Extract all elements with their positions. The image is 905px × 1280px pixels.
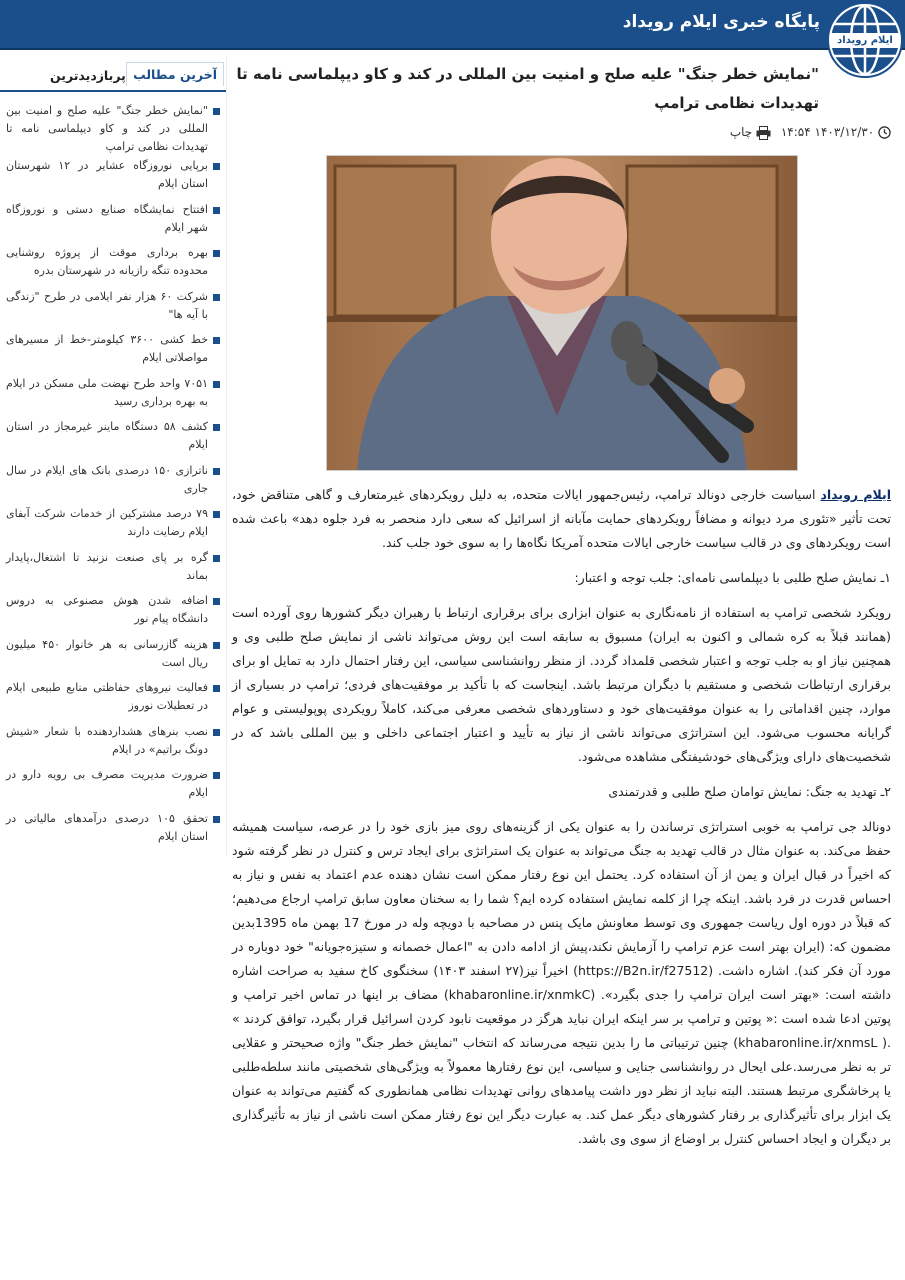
news-item[interactable]	[0, 505, 226, 549]
news-item-label[interactable]: شرکت ۶۰ هزار نفر ایلامی در طرح "زندگی با آیه ها"	[6, 289, 208, 321]
news-item-label[interactable]: ۷۰۵۱ واحد طرح نهضت ملی مسکن در ایلام به بهره برداری رسید	[6, 376, 208, 408]
article-headline: "نمایش خطر جنگ" علیه صلح و امنیت بین المللی در کند و کاو دیپلماسی نامه تا تهدیدات نظامی ترامپ	[236, 65, 819, 112]
sidebar	[0, 60, 226, 853]
news-list	[0, 102, 226, 853]
article-photo	[326, 155, 798, 471]
print-link[interactable]: چاپ	[729, 125, 753, 139]
paragraph-1	[232, 483, 891, 555]
bullet-icon	[213, 816, 220, 823]
photo-man-speaking-icon	[327, 156, 797, 470]
bullet-icon	[213, 642, 220, 649]
news-item[interactable]	[0, 157, 226, 201]
bullet-icon	[213, 685, 220, 692]
bullet-icon	[213, 598, 220, 605]
news-item-label[interactable]: کشف ۵۸ دستگاه ماینر غیرمجاز در استان ایلام	[6, 420, 208, 451]
news-item-label[interactable]: ناترازی ۱۵۰ درصدی بانک های ایلام در سال جاری	[6, 463, 208, 495]
lead-link[interactable]: ایلام رویداد	[820, 487, 892, 502]
paragraph-2: رویکرد شخصی ترامپ به استفاده از نامه‌نگاری به عنوان ابزاری برای برقراری ارتباط با رهبران دیگر کشورها روی آورده است (همانند قبلاً به کره شمالی و اکنون به ایران) مسبوق به سابقه است این روش می‌تواند ناشی از نمایش صلح طلبی وی و همچنین نیاز او به جلب توجه و اعتبار شخصی قلمداد گردد. از منظر روانشناسی سیاسی، این رفتار احتمال دارد به تمایل او برای برقراری ارتباطات شخصی و مستقیم با دیگران مرتبط باشد. اینجاست که با تأکید بر موفقیت‌های فردی؛ ترامپ در بسیاری از موارد، چنین اقداماتی را به عنوان موفقیت‌های خود و دستاوردهای شخصی معرفی می‌کند، کاملاً رویکردی پوپولیستی و عوام گرایانه محسوب می‌شود. این استراتژی می‌تواند ناشی از نیاز به تأیید و اعتبار اجتماعی داخلی و بین المللی باشد که در شخصیت‌های دارای ویژگی‌های خودشیفتگی مشاهده می‌شود.	[232, 605, 891, 764]
tab-latest[interactable]: آخرین مطالب	[126, 62, 224, 86]
news-item[interactable]	[0, 418, 226, 462]
news-item-label[interactable]: ۷۹ درصد مشترکین از خدمات شرکت آبفای ایلام رضایت دارند	[6, 507, 208, 538]
news-item[interactable]	[0, 723, 226, 767]
news-item[interactable]	[0, 244, 226, 288]
news-item-label[interactable]: ضرورت مدیریت مصرف بی رویه دارو در ایلام	[6, 768, 208, 799]
news-item-label[interactable]: اضافه شدن هوش مصنوعی به دروس دانشگاه پیام نور	[6, 594, 208, 625]
news-item[interactable]	[0, 375, 226, 419]
news-item[interactable]	[0, 549, 226, 593]
news-item[interactable]	[0, 331, 226, 375]
paragraph-3: دونالد جی ترامپ به خوبی استراتژی ترساندن را به عنوان یکی از گزینه‌های روی میز بازی خود را در عرصه، سیاست همیشه حفظ می‌کند. به عنوان مثال در قالب تهدید به جنگ می‌تواند به عنوان یک استراتژی برای ایجاد ترس و کنترل در نظر گرفته شود که اخیراً در قبال ایران و یمن از آن استفاده کرد. یحتمل این نوع رفتار ممکن است نشان دهنده عدم اعتماد به نفس و نیاز به احساس قدرت در فرد باشد. اینکه چرا از کلمه نمایش استفاده کرده ایم؟ شما را به سخنان معاون سابق ترامپ ارجاع می‌دهیم؛ که قبلاً در دوره اول ریاست جمهوری وی توسط معاونش مایک پنس در مصاحبه با دویچه وله در مورخ 17 بهمن ماه 1395بدین مضمون که: (ایران بهتر است عزم ترامپ را آزمایش نکند،پیش از ادامه دادن به "اعمال خصمانه و ستیزه‌جویانه" خود دوباره در مورد آن فکر کند). اشاره داشت. (https://B2n.ir/f27512) اخیراً نیز(۲۷ اسفند ۱۴۰۳) سخنگوی کاخ سفید به صراحت اشاره داشته است: «بهتر است ایران ترامپ را جدی بگیرد». (khabaronline.ir/xnmkC) مضاف بر اینها در تماس اخیر ترامپ و پوتین ادعا شده است :« پوتین و ترامپ بر سر اینکه ایران نباید هرگز در موقعیت نابود کردن اسرائیل قرار بگیرد، توافق کردند » .( khabaronline.ir/xnmsL) چنین ترتیباتی ما را بدین نتیجه می‌رساند که انتخاب "نمایش خطر جنگ" واژه صحیحتر و عقلایی تر به نظر می‌رسد.علی ایحال در روانشناسی جنایی و سیاسی، این نوع رفتارها معمولاً به ویژگی‌های شخصیتی مانند سلطه‌طلبی یا پرخاشگری مرتبط هستند. البته نباید از نظر دور داشت پیامدهای روانی تهدیدات نظامی همانطوری که گفتیم می‌تواند به عنوان یک ابزار برای تأثیرگذاری بر رفتار کشورهای دیگر عمل کند. به عبارت دیگر این نوع رفتار ممکن است ناشی از نیاز به تأثیرگذاری بر دیگران و ایجاد احساس کنترل بر اوضاع از سوی وی باشد.	[232, 819, 891, 1146]
bullet-icon	[213, 468, 220, 475]
news-item-label[interactable]: "نمایش خطر جنگ" علیه صلح و امنیت بین المللی در کند و کاو دیپلماسی نامه تا تهدیدات نظامی ترامپ	[6, 104, 208, 153]
news-item-label[interactable]: هزینه گازرسانی به هر خانوار ۴۵۰ میلیون ریال است	[6, 637, 208, 669]
column-divider	[226, 56, 227, 856]
bullet-icon	[213, 381, 220, 388]
news-item[interactable]	[0, 766, 226, 810]
article	[232, 60, 891, 1162]
news-item[interactable]	[0, 288, 226, 332]
news-item[interactable]	[0, 201, 226, 245]
bullet-icon	[213, 337, 220, 344]
article-meta	[232, 122, 891, 142]
bullet-icon	[213, 555, 220, 562]
bullet-icon	[213, 108, 220, 115]
site-header	[0, 0, 905, 50]
news-item-label[interactable]: فعالیت نیروهای حفاظتی منابع طبیعی ایلام در تعطیلات نوروز	[6, 681, 208, 712]
news-item-label[interactable]: گره بر پای صنعت نزنید تا اشتغال،پایدار بماند	[6, 550, 208, 582]
bullet-icon	[213, 294, 220, 301]
bullet-icon	[213, 772, 220, 779]
section-2-title: ۲ـ تهدید به جنگ: نمایش توامان صلح طلبی و قدرتمندی	[608, 784, 891, 799]
news-item-label[interactable]: بهره برداری موقت از پروژه روشنایی محدوده تنگه رازیانه در شهرستان بدره	[6, 246, 208, 277]
article-datetime: ۱۴۰۳/۱۲/۳۰ ۱۴:۵۴	[780, 125, 875, 139]
sidebar-tabs	[0, 60, 226, 92]
news-item-label[interactable]: نصب بنرهای هشداردهنده با شعار «شیش دونگ براتیم» در ایلام	[6, 724, 208, 756]
news-item[interactable]	[0, 462, 226, 506]
article-body	[232, 483, 891, 1151]
news-item-label[interactable]: تحقق ۱۰۵ درصدی درآمدهای مالیاتی در استان ایلام	[6, 811, 208, 843]
news-item-label[interactable]: خط کشی ۳۶۰۰ کیلومتر-خط از مسیرهای مواصلاتی ایلام	[6, 333, 208, 364]
news-item[interactable]	[0, 592, 226, 636]
section-1-title: ۱ـ نمایش صلح طلبی با دیپلماسی نامه‌ای: جلب توجه و اعتبار:	[574, 570, 891, 585]
bullet-icon	[213, 163, 220, 170]
site-title[interactable]: پایگاه خبری ایلام رویداد	[622, 12, 820, 32]
logo-text: ایلام رویداد	[831, 33, 899, 48]
news-item[interactable]	[0, 679, 226, 723]
bullet-icon	[213, 511, 220, 518]
clock-icon	[878, 126, 891, 139]
bullet-icon	[213, 729, 220, 736]
news-item-label[interactable]: افتتاح نمایشگاه صنایع دستی و نوروزگاه شهر ایلام	[6, 202, 208, 234]
tab-popular[interactable]: پربازدیدترین	[50, 68, 126, 83]
print-icon[interactable]	[756, 126, 771, 140]
bullet-icon	[213, 207, 220, 214]
news-item[interactable]	[0, 102, 226, 157]
paragraph-1-text: اسیاست خارجی دونالد ترامپ، رئیس‌جمهور ایالات متحده، به دلیل رویکردهای غیرمتعارف و گاهی متناقض خود، تحت تأثیر «تئوری مرد دیوانه و مضافاً رویکردهای حمایت مآبانه از اسرائیل که سعی دارد منحصر به فرد جلوه دهد» باعث شده است رویکردهای وی در قالب سیاست خارجی ایالات متحده آمریکا نگاه‌ها را به سوی خود جلب کند.	[232, 487, 891, 550]
bullet-icon	[213, 250, 220, 257]
news-item-label[interactable]: برپایی نوروزگاه عشایر در ۱۲ شهرستان استان ایلام	[6, 159, 208, 190]
news-item[interactable]	[0, 636, 226, 680]
news-item[interactable]	[0, 810, 226, 854]
bullet-icon	[213, 424, 220, 431]
